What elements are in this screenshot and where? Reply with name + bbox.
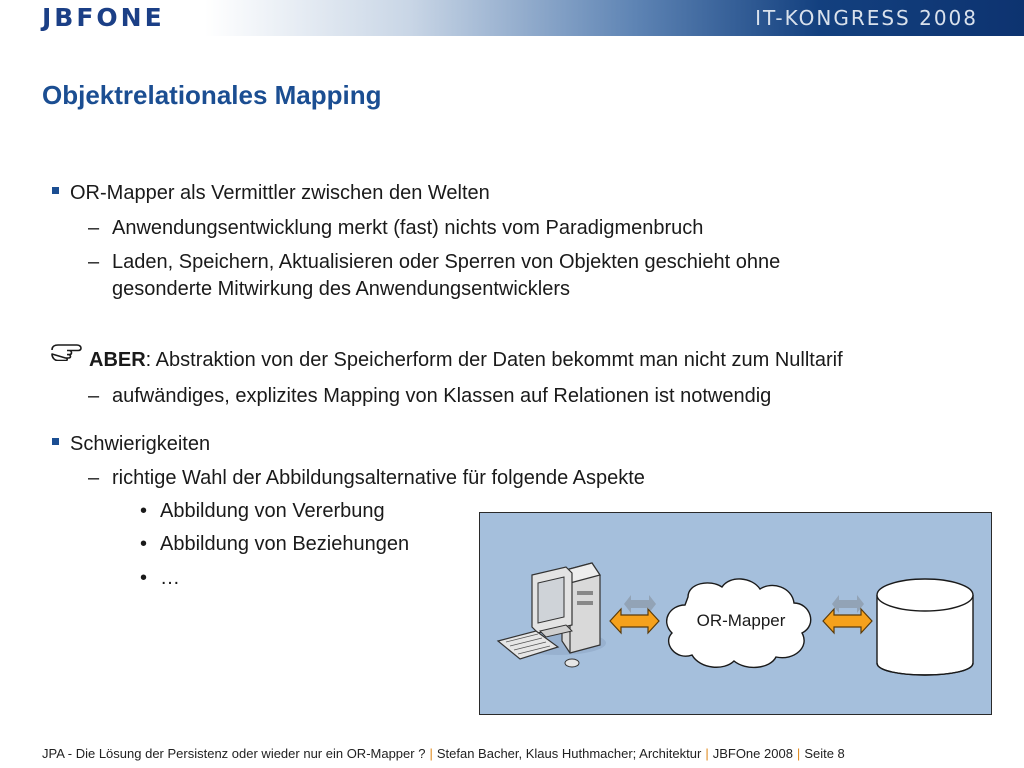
footer-title: JPA - Die Lösung der Persistenz oder wieder nur ein OR-Mapper ? <box>42 746 426 761</box>
footer-separator: | <box>796 746 801 761</box>
footer-event: JBFOne 2008 <box>712 746 793 761</box>
cloud-label: OR-Mapper <box>696 611 786 630</box>
footer <box>42 745 845 763</box>
database-icon <box>877 579 973 675</box>
bullet-item: OR-Mapper als Vermittler zwischen den Welten <box>70 182 490 204</box>
footer-page: Seite 8 <box>804 746 845 761</box>
dash-marker: – <box>88 217 100 239</box>
computer-icon <box>498 563 606 667</box>
or-mapper-diagram <box>479 512 992 715</box>
sub-sub-item: Abbildung von Vererbung <box>160 500 385 522</box>
sub-sub-item: Abbildung von Beziehungen <box>160 533 410 555</box>
bullet-item: Schwierigkeiten <box>70 433 211 455</box>
dot-marker: • <box>140 567 148 589</box>
square-bullet-icon <box>52 187 59 194</box>
dot-marker: • <box>140 500 148 522</box>
dash-marker: – <box>88 251 100 273</box>
pointing-hand-icon <box>50 341 84 361</box>
sub-item: aufwändiges, explizites Mapping von Klassen auf Relationen ist notwendig <box>112 385 772 407</box>
sub-item: richtige Wahl der Abbildungsalternative für folgende Aspekte <box>112 467 645 489</box>
square-bullet-icon <box>52 438 59 445</box>
sub-item: Laden, Speichern, Aktualisieren oder Sperren von Objekten geschieht ohne <box>112 251 781 273</box>
diagram-canvas <box>480 513 991 714</box>
sub-item-continuation: gesonderte Mitwirkung des Anwendungsentwicklers <box>112 278 571 300</box>
aber-keyword: ABER <box>89 349 146 371</box>
footer-authors: Stefan Bacher, Klaus Huthmacher; Architektur <box>436 746 702 761</box>
sub-item: Anwendungsentwicklung merkt (fast) nichts vom Paradigmenbruch <box>112 217 704 239</box>
sub-sub-item: … <box>160 567 180 589</box>
event-title: IT-KONGRESS 2008 <box>755 6 978 30</box>
bullet-item-aber <box>89 347 843 373</box>
slide-title: Objektrelationales Mapping <box>42 80 382 110</box>
double-arrow-right-icon <box>823 595 872 633</box>
dot-marker: • <box>140 533 148 555</box>
dash-marker: – <box>88 467 100 489</box>
double-arrow-left-icon <box>610 595 659 633</box>
dash-marker: – <box>88 385 100 407</box>
jbfone-logo: JBFONE <box>42 3 165 32</box>
footer-separator: | <box>705 746 709 761</box>
footer-separator: | <box>429 746 433 761</box>
aber-text: : Abstraktion von der Speicherform der Daten bekommt man nicht zum Nulltarif <box>145 349 843 371</box>
